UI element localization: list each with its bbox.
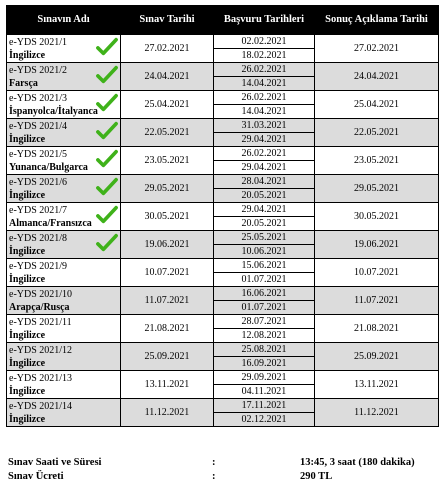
info-value: 13:45, 3 saat (180 dakika) bbox=[300, 457, 415, 468]
application-end: 29.04.2021 bbox=[214, 132, 314, 146]
exam-language: İngilizce bbox=[9, 273, 46, 285]
exam-name-cell bbox=[7, 287, 121, 315]
info-label: Sınav Saati ve Süresi bbox=[8, 457, 102, 468]
exam-code: e-YDS 2021/2 bbox=[9, 64, 68, 76]
exam-name-cell bbox=[7, 203, 121, 231]
application-dates bbox=[214, 147, 315, 175]
application-end: 10.06.2021 bbox=[214, 244, 314, 258]
table-body bbox=[7, 35, 439, 427]
table-row bbox=[7, 315, 439, 343]
exam-language: İngilizce bbox=[9, 385, 46, 397]
application-end: 18.02.2021 bbox=[214, 48, 314, 62]
application-dates bbox=[214, 203, 315, 231]
application-end: 04.11.2021 bbox=[214, 384, 314, 398]
exam-date: 24.04.2021 bbox=[121, 63, 214, 91]
exam-table bbox=[6, 5, 439, 427]
result-date: 22.05.2021 bbox=[315, 119, 439, 147]
header-application-dates: Başvuru Tarihleri bbox=[214, 6, 315, 35]
exam-code: e-YDS 2021/10 bbox=[9, 288, 73, 300]
header-exam-date: Sınav Tarihi bbox=[121, 6, 214, 35]
exam-language: İngilizce bbox=[9, 329, 46, 341]
application-end: 14.04.2021 bbox=[214, 104, 314, 118]
application-start: 26.02.2021 bbox=[241, 92, 287, 103]
checkmark-icon bbox=[96, 93, 118, 113]
exam-language: İngilizce bbox=[9, 245, 46, 257]
exam-date: 11.12.2021 bbox=[121, 399, 214, 427]
application-dates bbox=[214, 343, 315, 371]
exam-language: İngilizce bbox=[9, 189, 46, 201]
application-start: 29.09.2021 bbox=[241, 372, 287, 383]
application-dates bbox=[214, 119, 315, 147]
application-start: 25.08.2021 bbox=[241, 344, 287, 355]
result-date: 23.05.2021 bbox=[315, 147, 439, 175]
table-row bbox=[7, 203, 439, 231]
application-dates bbox=[214, 315, 315, 343]
application-end: 16.09.2021 bbox=[214, 356, 314, 370]
exam-code: e-YDS 2021/13 bbox=[9, 372, 73, 384]
header-result-date: Sonuç Açıklama Tarihi bbox=[315, 6, 439, 35]
checkmark-icon bbox=[96, 177, 118, 197]
table-row bbox=[7, 175, 439, 203]
info-colon: : bbox=[212, 471, 216, 482]
info-row bbox=[6, 470, 438, 484]
exam-date: 19.06.2021 bbox=[121, 231, 214, 259]
exam-name-cell bbox=[7, 147, 121, 175]
table-row bbox=[7, 259, 439, 287]
exam-date: 11.07.2021 bbox=[121, 287, 214, 315]
exam-code: e-YDS 2021/11 bbox=[9, 316, 72, 328]
application-start: 16.06.2021 bbox=[241, 288, 287, 299]
result-date: 10.07.2021 bbox=[315, 259, 439, 287]
result-date: 30.05.2021 bbox=[315, 203, 439, 231]
result-date: 11.07.2021 bbox=[315, 287, 439, 315]
exam-language: İngilizce bbox=[9, 49, 46, 61]
exam-date: 30.05.2021 bbox=[121, 203, 214, 231]
exam-code: e-YDS 2021/3 bbox=[9, 92, 68, 104]
application-dates bbox=[214, 175, 315, 203]
checkmark-icon bbox=[96, 65, 118, 85]
application-start: 28.07.2021 bbox=[241, 316, 287, 327]
application-end: 29.04.2021 bbox=[214, 160, 314, 174]
result-date: 27.02.2021 bbox=[315, 35, 439, 63]
result-date: 19.06.2021 bbox=[315, 231, 439, 259]
exam-schedule bbox=[6, 5, 438, 427]
exam-name-cell bbox=[7, 343, 121, 371]
application-end: 20.05.2021 bbox=[214, 188, 314, 202]
application-start: 28.04.2021 bbox=[241, 176, 287, 187]
exam-date: 25.09.2021 bbox=[121, 343, 214, 371]
exam-code: e-YDS 2021/14 bbox=[9, 400, 73, 412]
exam-date: 23.05.2021 bbox=[121, 147, 214, 175]
application-dates bbox=[214, 231, 315, 259]
exam-date: 25.04.2021 bbox=[121, 91, 214, 119]
exam-date: 22.05.2021 bbox=[121, 119, 214, 147]
result-date: 25.04.2021 bbox=[315, 91, 439, 119]
info-colon: : bbox=[212, 457, 216, 468]
result-date: 21.08.2021 bbox=[315, 315, 439, 343]
exam-code: e-YDS 2021/5 bbox=[9, 148, 68, 160]
application-start: 26.02.2021 bbox=[241, 148, 287, 159]
exam-name-cell bbox=[7, 35, 121, 63]
exam-name-cell bbox=[7, 399, 121, 427]
exam-name-cell bbox=[7, 259, 121, 287]
exam-date: 10.07.2021 bbox=[121, 259, 214, 287]
application-end: 01.07.2021 bbox=[214, 300, 314, 314]
application-start: 02.02.2021 bbox=[241, 36, 287, 47]
exam-name-cell bbox=[7, 175, 121, 203]
checkmark-icon bbox=[96, 205, 118, 225]
result-date: 24.04.2021 bbox=[315, 63, 439, 91]
info-label: Sınav Ücreti bbox=[8, 471, 64, 482]
application-start: 29.04.2021 bbox=[241, 204, 287, 215]
exam-date: 29.05.2021 bbox=[121, 175, 214, 203]
application-end: 12.08.2021 bbox=[214, 328, 314, 342]
application-end: 14.04.2021 bbox=[214, 76, 314, 90]
exam-language: Almanca/Fransızca bbox=[9, 217, 92, 229]
exam-code: e-YDS 2021/12 bbox=[9, 344, 73, 356]
table-row bbox=[7, 147, 439, 175]
exam-name-cell bbox=[7, 371, 121, 399]
exam-date: 21.08.2021 bbox=[121, 315, 214, 343]
result-date: 29.05.2021 bbox=[315, 175, 439, 203]
exam-name-cell bbox=[7, 91, 121, 119]
exam-code: e-YDS 2021/7 bbox=[9, 204, 68, 216]
exam-code: e-YDS 2021/8 bbox=[9, 232, 68, 244]
info-value: 290 TL bbox=[300, 471, 333, 482]
exam-name-cell bbox=[7, 315, 121, 343]
exam-date: 27.02.2021 bbox=[121, 35, 214, 63]
exam-code: e-YDS 2021/6 bbox=[9, 176, 68, 188]
application-dates bbox=[214, 287, 315, 315]
exam-date: 13.11.2021 bbox=[121, 371, 214, 399]
checkmark-icon bbox=[96, 233, 118, 253]
checkmark-icon bbox=[96, 149, 118, 169]
application-dates bbox=[214, 259, 315, 287]
info-row bbox=[6, 456, 438, 470]
table-header-row bbox=[7, 6, 439, 35]
table-row bbox=[7, 287, 439, 315]
application-dates bbox=[214, 35, 315, 63]
application-start: 26.02.2021 bbox=[241, 64, 287, 75]
application-start: 31.03.2021 bbox=[241, 120, 287, 131]
application-dates bbox=[214, 399, 315, 427]
checkmark-icon bbox=[96, 37, 118, 57]
application-start: 25.05.2021 bbox=[241, 232, 287, 243]
result-date: 11.12.2021 bbox=[315, 399, 439, 427]
application-dates bbox=[214, 63, 315, 91]
table-row bbox=[7, 35, 439, 63]
exam-language: Farsça bbox=[9, 77, 38, 89]
exam-name-cell bbox=[7, 119, 121, 147]
table-row bbox=[7, 91, 439, 119]
exam-code: e-YDS 2021/4 bbox=[9, 120, 68, 132]
application-dates bbox=[214, 371, 315, 399]
exam-language: İspanyolca/İtalyanca bbox=[9, 105, 98, 117]
table-row bbox=[7, 343, 439, 371]
exam-name-cell bbox=[7, 63, 121, 91]
header-exam-name: Sınavın Adı bbox=[7, 6, 121, 35]
checkmark-icon bbox=[96, 121, 118, 141]
exam-language: İngilizce bbox=[9, 413, 46, 425]
table-row bbox=[7, 399, 439, 427]
table-row bbox=[7, 63, 439, 91]
exam-language: Yunanca/Bulgarca bbox=[9, 161, 88, 173]
application-end: 20.05.2021 bbox=[214, 216, 314, 230]
application-start: 17.11.2021 bbox=[241, 400, 287, 411]
result-date: 25.09.2021 bbox=[315, 343, 439, 371]
exam-code: e-YDS 2021/9 bbox=[9, 260, 68, 272]
exam-language: İngilizce bbox=[9, 357, 46, 369]
exam-info bbox=[6, 456, 438, 484]
exam-language: Arapça/Rusça bbox=[9, 301, 70, 313]
result-date: 13.11.2021 bbox=[315, 371, 439, 399]
table-row bbox=[7, 119, 439, 147]
exam-language: İngilizce bbox=[9, 133, 46, 145]
application-dates bbox=[214, 91, 315, 119]
exam-code: e-YDS 2021/1 bbox=[9, 36, 68, 48]
application-start: 15.06.2021 bbox=[241, 260, 287, 271]
application-end: 02.12.2021 bbox=[214, 412, 314, 426]
table-row bbox=[7, 231, 439, 259]
application-end: 01.07.2021 bbox=[214, 272, 314, 286]
exam-name-cell bbox=[7, 231, 121, 259]
table-row bbox=[7, 371, 439, 399]
